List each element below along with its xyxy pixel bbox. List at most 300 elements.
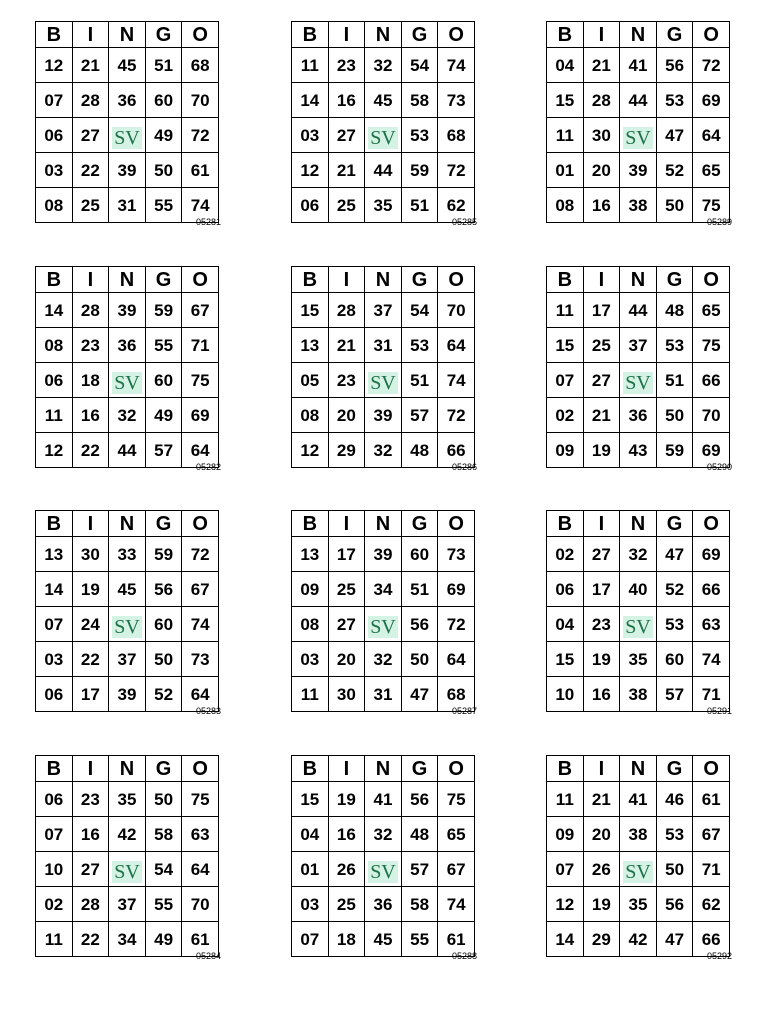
bingo-number-cell: 39 <box>109 293 146 328</box>
free-space-label: SV <box>114 616 140 638</box>
bingo-number-cell: 28 <box>328 293 365 328</box>
bingo-number-cell: 37 <box>109 642 146 677</box>
bingo-number-cell: 57 <box>401 852 438 887</box>
free-space-label: SV <box>625 616 651 638</box>
bingo-number-cell: 03 <box>292 118 329 153</box>
bingo-number-cell: 53 <box>656 328 693 363</box>
bingo-number-cell: 09 <box>547 817 584 852</box>
bingo-number-cell: 67 <box>438 852 475 887</box>
bingo-number-cell: 34 <box>109 922 146 957</box>
bingo-number-cell: 49 <box>145 398 182 433</box>
bingo-number-cell: 67 <box>693 817 730 852</box>
bingo-header-letter: I <box>72 756 109 782</box>
bingo-number-cell: 15 <box>292 293 329 328</box>
bingo-number-cell: 41 <box>620 48 657 83</box>
bingo-row <box>36 293 219 328</box>
bingo-header-letter: I <box>583 267 620 293</box>
bingo-header-row <box>36 22 219 48</box>
bingo-number-cell: 53 <box>656 817 693 852</box>
bingo-number-cell: 58 <box>401 83 438 118</box>
bingo-header-letter: B <box>292 22 329 48</box>
bingo-number-cell: 32 <box>620 537 657 572</box>
bingo-number-cell: 02 <box>36 887 73 922</box>
bingo-number-cell: 07 <box>292 922 329 957</box>
bingo-card <box>546 266 732 472</box>
bingo-number-cell: 75 <box>182 363 219 398</box>
bingo-number-cell: 38 <box>620 817 657 852</box>
bingo-number-cell: 27 <box>328 118 365 153</box>
bingo-number-cell: 74 <box>438 887 475 922</box>
bingo-number-cell: 22 <box>72 642 109 677</box>
bingo-header-row <box>292 22 475 48</box>
bingo-row <box>292 433 475 468</box>
bingo-number-cell: 56 <box>656 48 693 83</box>
free-space-label: SV <box>114 372 140 394</box>
bingo-number-cell: 27 <box>72 118 109 153</box>
bingo-number-cell: 64 <box>182 433 219 468</box>
bingo-row <box>547 852 730 887</box>
bingo-number-cell: 16 <box>328 83 365 118</box>
card-serial-number: 05284 <box>195 951 221 961</box>
bingo-number-cell: 65 <box>693 153 730 188</box>
bingo-number-cell: 31 <box>109 188 146 223</box>
bingo-card <box>35 510 221 716</box>
bingo-number-cell: 51 <box>656 363 693 398</box>
bingo-number-cell: 62 <box>438 188 475 223</box>
bingo-card <box>546 510 732 716</box>
bingo-number-cell: 44 <box>109 433 146 468</box>
bingo-number-cell: 64 <box>438 642 475 677</box>
bingo-number-cell: 51 <box>401 363 438 398</box>
bingo-number-cell: 23 <box>328 48 365 83</box>
bingo-header-letter: N <box>365 267 402 293</box>
bingo-header-letter: G <box>401 22 438 48</box>
card-serial-number: 05283 <box>195 706 221 716</box>
bingo-number-cell: 42 <box>620 922 657 957</box>
bingo-number-cell: 61 <box>182 153 219 188</box>
bingo-row <box>547 293 730 328</box>
bingo-header-letter: G <box>401 511 438 537</box>
free-space-cell <box>365 852 402 887</box>
bingo-grid <box>35 21 219 223</box>
bingo-number-cell: 08 <box>292 607 329 642</box>
bingo-number-cell: 59 <box>401 153 438 188</box>
bingo-number-cell: 29 <box>583 922 620 957</box>
free-space-label: SV <box>114 861 140 883</box>
free-space-cell <box>620 607 657 642</box>
bingo-header-letter: G <box>656 511 693 537</box>
bingo-number-cell: 28 <box>583 83 620 118</box>
bingo-row <box>292 398 475 433</box>
bingo-number-cell: 11 <box>292 48 329 83</box>
bingo-number-cell: 70 <box>693 398 730 433</box>
bingo-number-cell: 52 <box>656 153 693 188</box>
bingo-number-cell: 01 <box>292 852 329 887</box>
bingo-row <box>547 363 730 398</box>
bingo-header-letter: O <box>438 22 475 48</box>
bingo-row <box>36 83 219 118</box>
card-serial-number: 05281 <box>195 217 221 227</box>
bingo-header-letter: G <box>656 267 693 293</box>
free-space-label: SV <box>114 127 140 149</box>
bingo-number-cell: 47 <box>656 537 693 572</box>
bingo-row <box>547 153 730 188</box>
bingo-card <box>35 21 221 227</box>
bingo-number-cell: 50 <box>145 642 182 677</box>
bingo-number-cell: 25 <box>328 188 365 223</box>
bingo-number-cell: 50 <box>145 153 182 188</box>
bingo-header-letter: I <box>72 511 109 537</box>
bingo-header-letter: O <box>693 22 730 48</box>
bingo-number-cell: 17 <box>328 537 365 572</box>
bingo-number-cell: 16 <box>583 677 620 712</box>
card-serial-number: 05285 <box>451 217 477 227</box>
bingo-row <box>547 398 730 433</box>
bingo-number-cell: 74 <box>438 363 475 398</box>
bingo-grid <box>291 266 475 468</box>
free-space-cell <box>109 607 146 642</box>
bingo-number-cell: 61 <box>693 782 730 817</box>
bingo-header-letter: B <box>36 756 73 782</box>
bingo-number-cell: 02 <box>547 537 584 572</box>
bingo-number-cell: 08 <box>292 398 329 433</box>
bingo-row <box>292 293 475 328</box>
bingo-number-cell: 17 <box>583 572 620 607</box>
bingo-row <box>547 433 730 468</box>
bingo-number-cell: 37 <box>620 328 657 363</box>
bingo-header-letter: N <box>365 22 402 48</box>
bingo-number-cell: 21 <box>583 782 620 817</box>
bingo-header-letter: G <box>145 756 182 782</box>
bingo-number-cell: 06 <box>36 118 73 153</box>
bingo-number-cell: 55 <box>145 188 182 223</box>
bingo-number-cell: 56 <box>401 607 438 642</box>
bingo-number-cell: 58 <box>145 817 182 852</box>
bingo-header-letter: O <box>693 756 730 782</box>
bingo-number-cell: 50 <box>656 188 693 223</box>
bingo-number-cell: 38 <box>620 677 657 712</box>
bingo-number-cell: 12 <box>292 433 329 468</box>
bingo-header-letter: B <box>292 756 329 782</box>
bingo-header-letter: G <box>145 267 182 293</box>
bingo-number-cell: 50 <box>145 782 182 817</box>
bingo-header-letter: N <box>109 511 146 537</box>
bingo-header-letter: B <box>547 22 584 48</box>
bingo-number-cell: 57 <box>145 433 182 468</box>
bingo-number-cell: 22 <box>72 153 109 188</box>
bingo-number-cell: 52 <box>145 677 182 712</box>
free-space-cell <box>109 852 146 887</box>
bingo-number-cell: 70 <box>438 293 475 328</box>
bingo-number-cell: 69 <box>693 83 730 118</box>
bingo-header-row <box>36 756 219 782</box>
card-serial-number: 05290 <box>706 462 732 472</box>
bingo-number-cell: 44 <box>620 83 657 118</box>
bingo-number-cell: 75 <box>693 328 730 363</box>
bingo-number-cell: 68 <box>182 48 219 83</box>
bingo-number-cell: 45 <box>109 572 146 607</box>
bingo-number-cell: 30 <box>328 677 365 712</box>
bingo-number-cell: 39 <box>620 153 657 188</box>
bingo-number-cell: 21 <box>583 398 620 433</box>
bingo-header-row <box>547 22 730 48</box>
bingo-number-cell: 48 <box>401 433 438 468</box>
bingo-number-cell: 03 <box>292 642 329 677</box>
bingo-number-cell: 30 <box>72 537 109 572</box>
bingo-number-cell: 54 <box>401 293 438 328</box>
bingo-number-cell: 64 <box>182 852 219 887</box>
bingo-grid <box>291 755 475 957</box>
bingo-number-cell: 03 <box>36 153 73 188</box>
bingo-header-letter: I <box>583 756 620 782</box>
bingo-number-cell: 15 <box>292 782 329 817</box>
bingo-row <box>547 642 730 677</box>
bingo-number-cell: 19 <box>328 782 365 817</box>
bingo-row <box>292 852 475 887</box>
bingo-number-cell: 37 <box>109 887 146 922</box>
bingo-row <box>36 153 219 188</box>
bingo-row <box>36 817 219 852</box>
bingo-number-cell: 21 <box>583 48 620 83</box>
bingo-header-row <box>292 267 475 293</box>
bingo-row <box>292 887 475 922</box>
bingo-number-cell: 23 <box>72 328 109 363</box>
bingo-card <box>35 755 221 961</box>
bingo-header-letter: N <box>109 756 146 782</box>
bingo-number-cell: 17 <box>583 293 620 328</box>
bingo-number-cell: 18 <box>72 363 109 398</box>
bingo-number-cell: 14 <box>36 572 73 607</box>
bingo-number-cell: 64 <box>438 328 475 363</box>
bingo-number-cell: 12 <box>36 48 73 83</box>
bingo-number-cell: 65 <box>693 293 730 328</box>
bingo-number-cell: 20 <box>583 817 620 852</box>
bingo-number-cell: 08 <box>547 188 584 223</box>
bingo-number-cell: 53 <box>401 328 438 363</box>
bingo-number-cell: 19 <box>72 572 109 607</box>
bingo-number-cell: 27 <box>583 363 620 398</box>
bingo-number-cell: 25 <box>72 188 109 223</box>
bingo-card <box>291 510 477 716</box>
bingo-number-cell: 72 <box>182 118 219 153</box>
bingo-number-cell: 07 <box>547 852 584 887</box>
bingo-number-cell: 51 <box>401 188 438 223</box>
bingo-header-letter: O <box>182 267 219 293</box>
bingo-header-letter: N <box>620 22 657 48</box>
bingo-grid <box>35 755 219 957</box>
bingo-header-row <box>36 511 219 537</box>
bingo-number-cell: 53 <box>656 83 693 118</box>
bingo-number-cell: 06 <box>36 677 73 712</box>
bingo-number-cell: 36 <box>365 887 402 922</box>
bingo-header-letter: I <box>328 267 365 293</box>
free-space-label: SV <box>625 127 651 149</box>
bingo-number-cell: 62 <box>693 887 730 922</box>
bingo-number-cell: 21 <box>72 48 109 83</box>
bingo-row <box>292 572 475 607</box>
free-space-cell <box>365 363 402 398</box>
bingo-number-cell: 32 <box>109 398 146 433</box>
bingo-row <box>36 572 219 607</box>
bingo-number-cell: 72 <box>693 48 730 83</box>
bingo-number-cell: 60 <box>401 537 438 572</box>
bingo-number-cell: 54 <box>401 48 438 83</box>
bingo-grid <box>546 21 730 223</box>
bingo-number-cell: 12 <box>292 153 329 188</box>
bingo-number-cell: 50 <box>656 398 693 433</box>
bingo-number-cell: 69 <box>438 572 475 607</box>
bingo-header-row <box>547 511 730 537</box>
bingo-number-cell: 11 <box>292 677 329 712</box>
bingo-number-cell: 25 <box>328 572 365 607</box>
bingo-number-cell: 32 <box>365 817 402 852</box>
bingo-number-cell: 27 <box>583 537 620 572</box>
bingo-number-cell: 04 <box>547 48 584 83</box>
bingo-number-cell: 64 <box>182 677 219 712</box>
bingo-number-cell: 09 <box>547 433 584 468</box>
bingo-number-cell: 59 <box>145 293 182 328</box>
bingo-number-cell: 24 <box>72 607 109 642</box>
bingo-number-cell: 51 <box>401 572 438 607</box>
bingo-number-cell: 20 <box>583 153 620 188</box>
bingo-number-cell: 71 <box>693 852 730 887</box>
bingo-number-cell: 20 <box>328 642 365 677</box>
bingo-number-cell: 15 <box>547 642 584 677</box>
bingo-number-cell: 66 <box>693 922 730 957</box>
bingo-number-cell: 12 <box>36 433 73 468</box>
bingo-card <box>291 266 477 472</box>
bingo-number-cell: 59 <box>145 537 182 572</box>
bingo-header-letter: N <box>365 756 402 782</box>
bingo-grid <box>291 510 475 712</box>
bingo-number-cell: 12 <box>547 887 584 922</box>
bingo-grid <box>546 266 730 468</box>
bingo-row <box>547 887 730 922</box>
bingo-number-cell: 50 <box>656 852 693 887</box>
bingo-number-cell: 16 <box>583 188 620 223</box>
bingo-row <box>36 118 219 153</box>
bingo-number-cell: 57 <box>656 677 693 712</box>
bingo-number-cell: 03 <box>36 642 73 677</box>
bingo-header-letter: O <box>693 511 730 537</box>
bingo-header-row <box>36 267 219 293</box>
bingo-header-letter: B <box>547 511 584 537</box>
bingo-grid <box>546 755 730 957</box>
bingo-number-cell: 44 <box>365 153 402 188</box>
free-space-label: SV <box>370 127 396 149</box>
bingo-number-cell: 32 <box>365 433 402 468</box>
bingo-number-cell: 04 <box>292 817 329 852</box>
free-space-cell <box>365 118 402 153</box>
bingo-number-cell: 02 <box>547 398 584 433</box>
bingo-number-cell: 75 <box>693 188 730 223</box>
bingo-number-cell: 74 <box>182 607 219 642</box>
bingo-header-letter: O <box>693 267 730 293</box>
bingo-number-cell: 55 <box>145 328 182 363</box>
bingo-number-cell: 60 <box>656 642 693 677</box>
bingo-number-cell: 35 <box>109 782 146 817</box>
bingo-number-cell: 70 <box>182 887 219 922</box>
bingo-row <box>36 607 219 642</box>
bingo-row <box>36 642 219 677</box>
bingo-number-cell: 72 <box>182 537 219 572</box>
bingo-row <box>292 922 475 957</box>
bingo-number-cell: 11 <box>547 293 584 328</box>
bingo-number-cell: 04 <box>547 607 584 642</box>
bingo-number-cell: 26 <box>583 852 620 887</box>
bingo-number-cell: 19 <box>583 642 620 677</box>
bingo-number-cell: 51 <box>145 48 182 83</box>
bingo-card <box>35 266 221 472</box>
bingo-row <box>36 782 219 817</box>
bingo-row <box>547 188 730 223</box>
bingo-number-cell: 17 <box>72 677 109 712</box>
bingo-row <box>547 537 730 572</box>
bingo-number-cell: 48 <box>401 817 438 852</box>
bingo-header-letter: O <box>438 756 475 782</box>
bingo-row <box>292 118 475 153</box>
bingo-number-cell: 73 <box>438 83 475 118</box>
bingo-row <box>547 922 730 957</box>
bingo-number-cell: 68 <box>438 677 475 712</box>
bingo-number-cell: 61 <box>438 922 475 957</box>
bingo-row <box>292 677 475 712</box>
bingo-number-cell: 01 <box>547 153 584 188</box>
bingo-header-letter: O <box>182 511 219 537</box>
bingo-number-cell: 56 <box>145 572 182 607</box>
bingo-number-cell: 54 <box>145 852 182 887</box>
bingo-number-cell: 35 <box>620 642 657 677</box>
bingo-number-cell: 38 <box>620 188 657 223</box>
bingo-number-cell: 37 <box>365 293 402 328</box>
bingo-row <box>292 153 475 188</box>
bingo-number-cell: 43 <box>620 433 657 468</box>
bingo-number-cell: 07 <box>36 83 73 118</box>
bingo-header-letter: B <box>36 22 73 48</box>
bingo-number-cell: 10 <box>547 677 584 712</box>
bingo-number-cell: 31 <box>365 677 402 712</box>
bingo-number-cell: 63 <box>182 817 219 852</box>
card-serial-number: 05289 <box>706 217 732 227</box>
bingo-row <box>36 852 219 887</box>
bingo-number-cell: 23 <box>583 607 620 642</box>
bingo-number-cell: 61 <box>182 922 219 957</box>
bingo-header-letter: O <box>438 511 475 537</box>
bingo-header-row <box>292 511 475 537</box>
bingo-number-cell: 34 <box>365 572 402 607</box>
bingo-header-letter: O <box>182 22 219 48</box>
bingo-number-cell: 60 <box>145 363 182 398</box>
bingo-row <box>36 48 219 83</box>
card-serial-number: 05282 <box>195 462 221 472</box>
bingo-number-cell: 05 <box>292 363 329 398</box>
bingo-number-cell: 56 <box>401 782 438 817</box>
bingo-number-cell: 13 <box>292 328 329 363</box>
bingo-header-letter: I <box>328 511 365 537</box>
bingo-number-cell: 39 <box>109 677 146 712</box>
card-serial-number: 05288 <box>451 951 477 961</box>
free-space-cell <box>365 607 402 642</box>
bingo-header-letter: N <box>365 511 402 537</box>
bingo-number-cell: 69 <box>693 537 730 572</box>
bingo-number-cell: 63 <box>693 607 730 642</box>
bingo-header-letter: B <box>292 267 329 293</box>
bingo-number-cell: 41 <box>620 782 657 817</box>
bingo-number-cell: 64 <box>693 118 730 153</box>
bingo-number-cell: 45 <box>365 922 402 957</box>
bingo-header-letter: I <box>328 756 365 782</box>
bingo-number-cell: 09 <box>292 572 329 607</box>
